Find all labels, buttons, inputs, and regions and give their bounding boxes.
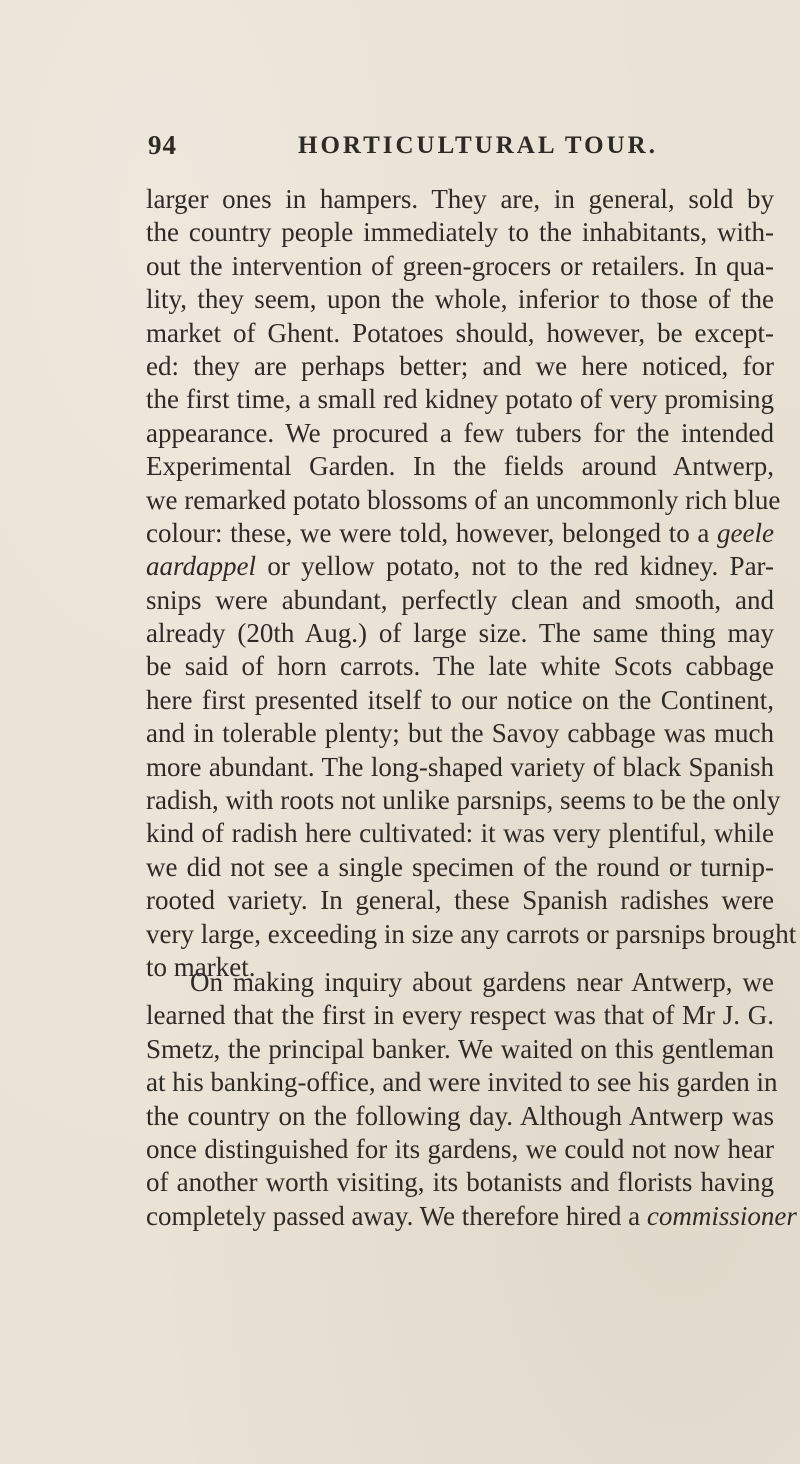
text-line: more abundant. The long-shaped variety of black Spanish xyxy=(146,751,774,782)
text-line: rooted variety. In general, these Spanish radishes were xyxy=(146,885,774,916)
text-line: Smetz, the principal banker. We waited on this gentleman xyxy=(146,1033,774,1064)
text-line: at his banking-office, and were invited to see his garden in xyxy=(146,1067,778,1098)
text-line: Experimental Garden. In the fields around Antwerp, xyxy=(146,451,774,482)
text-line: the first time, a small red kidney potato of very promising xyxy=(146,384,774,415)
text-line: once distinguished for its gardens, we could not now hear xyxy=(146,1133,774,1164)
text-line xyxy=(146,550,774,583)
text-line: out the intervention of green-grocers or retailers. In qua- xyxy=(146,250,774,281)
text-line xyxy=(146,1200,797,1233)
text-line: appearance. We procured a few tubers for the intended xyxy=(146,417,774,448)
page-header xyxy=(148,130,770,170)
text-line: be said of horn carrots. The late white Scots cabbage xyxy=(146,651,774,682)
text-line: market of Ghent. Potatoes should, however, be except- xyxy=(146,317,774,348)
italic-term: geele xyxy=(717,517,774,548)
text-line: kind of radish here cultivated: it was very plentiful, while xyxy=(146,818,774,849)
text-line: learned that the first in every respect was that of Mr J. G. xyxy=(146,1000,774,1031)
text-line xyxy=(146,517,774,550)
text-line: larger ones in hampers. They are, in general, sold by xyxy=(146,184,774,214)
text-line: radish, with roots not unlike parsnips, seems to be the only xyxy=(146,785,781,816)
text-line: we remarked potato blossoms of an uncommonly rich blue xyxy=(146,484,781,515)
text-segment: or yellow potato, not to the red kidney. Par- xyxy=(256,551,774,582)
text-line: snips were abundant, perfectly clean and smooth, and xyxy=(146,584,774,615)
text-line: On making inquiry about gardens near Antwerp, we xyxy=(190,967,774,997)
text-line: the country on the following day. Although Antwerp was xyxy=(146,1100,774,1131)
paragraph-2 xyxy=(146,966,797,1233)
text-line: to market. xyxy=(146,951,256,982)
text-segment: completely passed away. We therefore hired a xyxy=(146,1200,647,1231)
paragraph-1 xyxy=(146,183,797,984)
text-line: lity, they seem, upon the whole, inferior to those of the xyxy=(146,284,774,315)
italic-term: commissioner xyxy=(646,1200,797,1231)
text-line: and in tolerable plenty; but the Savoy cabbage was much xyxy=(146,718,774,749)
text-line: already (20th Aug.) of large size. The same thing may xyxy=(146,618,774,649)
text-line: here first presented itself to our notice on the Continent, xyxy=(146,684,774,715)
text-line: ed: they are perhaps better; and we here noticed, for xyxy=(146,350,774,381)
italic-term: aardappel xyxy=(146,551,256,582)
text-line: very large, exceeding in size any carrots or parsnips brought xyxy=(146,918,797,949)
text-line: we did not see a single specimen of the round or turnip- xyxy=(146,851,774,882)
text-line: of another worth visiting, its botanists and florists having xyxy=(146,1167,774,1198)
running-head: HORTICULTURAL TOUR. xyxy=(298,132,658,159)
page-number: 94 xyxy=(148,130,177,160)
text-line: the country people immediately to the inhabitants, with- xyxy=(146,217,774,248)
text-segment: colour: these, we were told, however, belonged to a xyxy=(146,517,718,548)
